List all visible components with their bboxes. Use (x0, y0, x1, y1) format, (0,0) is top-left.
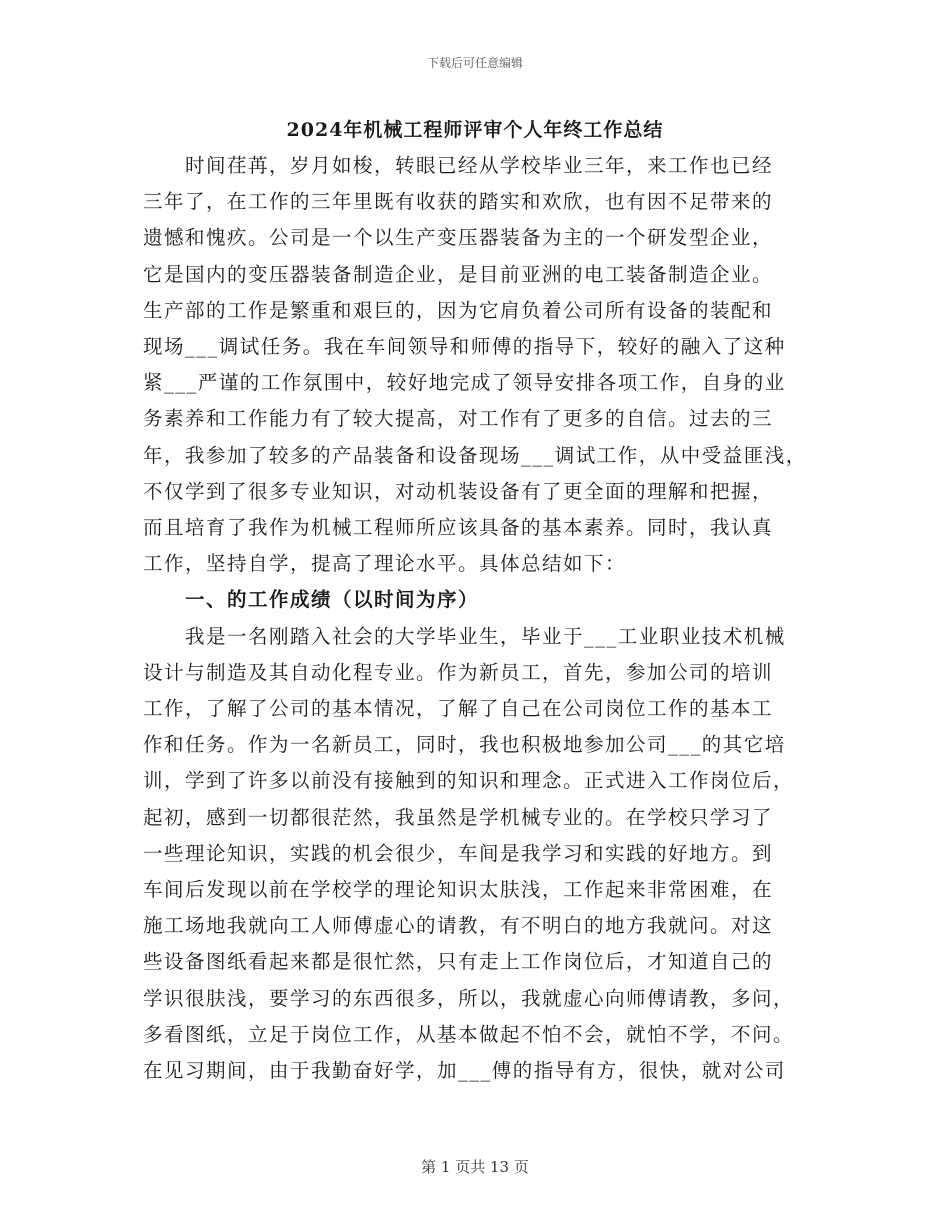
page-footer: 第 1 页共 13 页 (421, 1158, 529, 1176)
paragraph-line: 一些理论知识，实践的机会很少，车间是我学习和实践的好地方。到 (143, 841, 774, 865)
paragraph-line: 紧___严谨的工作氛围中，较好地完成了领导安排各项工作，自身的业 (143, 371, 786, 395)
section-heading: 一、的工作成绩（以时间为序） (185, 588, 480, 612)
paragraph-line: 车间后发现以前在学校学的理论知识太肤浅，工作起来非常困难，在 (143, 878, 774, 901)
paragraph-line: 遗憾和愧疚。公司是一个以生产变压器装备为主的一个研发型企业， (143, 226, 774, 250)
paragraph-line: 学识很肤浅，要学习的东西很多，所以，我就虚心向师傅请教，多问， (143, 986, 795, 1010)
paragraph-line: 在见习期间，由于我勤奋好学，加___傅的指导有方，很快，就对公司 (143, 1059, 786, 1082)
paragraph-line: 训，学到了许多以前没有接触到的知识和理念。正式进入工作岗位后， (143, 769, 795, 793)
paragraph-line: 生产部的工作是繁重和艰巨的，因为它肩负着公司所有设备的装配和 (143, 298, 774, 322)
paragraph-line: 作和任务。作为一名新员工，同时，我也积极地参加公司___的其它培 (143, 733, 786, 757)
paragraph-line: 现场___调试任务。我在车间领导和师傅的指导下，较好的融入了这种 (143, 335, 786, 358)
paragraph-line: 工作，坚持自学，提高了理论水平。具体总结如下： (143, 552, 627, 576)
paragraph-line: 年，我参加了较多的产品装备和设备现场___调试工作，从中受益匪浅， (143, 443, 807, 467)
paragraph-line: 而且培育了我作为机械工程师所应该具备的基本素养。同时，我认真 (143, 516, 774, 539)
paragraph-line: 工作，了解了公司的基本情况，了解了自己在公司岗位工作的基本工 (143, 697, 774, 720)
paragraph-line: 些设备图纸看起来都是很忙然，只有走上工作岗位后，才知道自己的 (143, 950, 774, 974)
paragraph-line: 三年了，在工作的三年里既有收获的踏实和欢欣，也有因不足带来的 (143, 190, 774, 214)
page-header: 下载后可任意编辑 (426, 56, 523, 70)
paragraph-line: 我是一名刚踏入社会的大学毕业生，毕业于___工业职业技术机械 (185, 624, 786, 648)
paragraph-line: 不仅学到了很多专业知识，对动机装设备有了更全面的理解和把握， (143, 479, 774, 503)
paragraph-line: 时间荏苒，岁月如梭，转眼已经从学校毕业三年，来工作也已经 (185, 154, 774, 177)
paragraph-line: 它是国内的变压器装备制造企业，是目前亚洲的电工装备制造企业。 (143, 262, 774, 286)
paragraph-line: 施工场地我就向工人师傅虚心的请教，有不明白的地方我就问。对这 (143, 914, 774, 938)
paragraph-line: 多看图纸，立足于岗位工作，从基本做起不怕不会，就怕不学，不问。 (143, 1022, 795, 1046)
document-title: 2024年机械工程师评审个人年终工作总结 (286, 119, 664, 141)
paragraph-line: 设计与制造及其自动化程专业。作为新员工，首先，参加公司的培训 (143, 660, 774, 684)
paragraph-line: 起初，感到一切都很茫然，我虽然是学机械专业的。在学校只学习了 (143, 805, 774, 829)
paragraph-line: 务素养和工作能力有了较大提高，对工作有了更多的自信。过去的三 (143, 407, 774, 431)
